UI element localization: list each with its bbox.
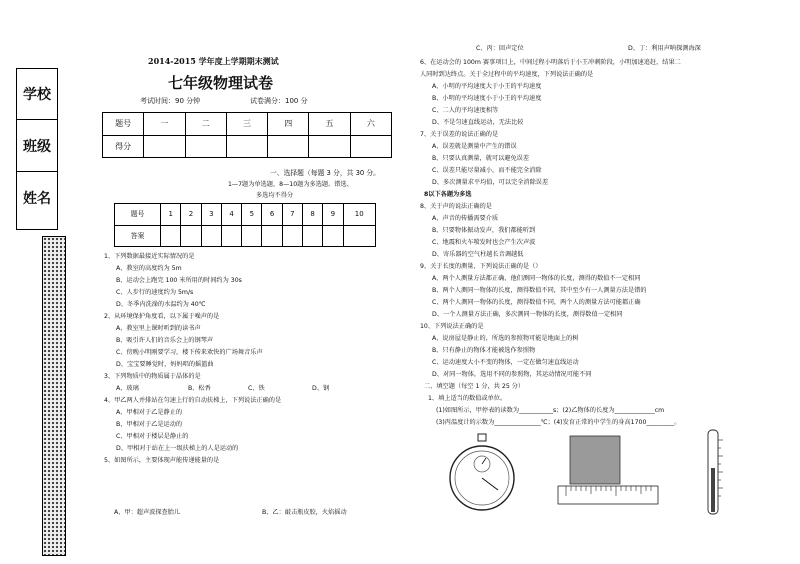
thermometer-figure (700, 428, 726, 520)
answer-cell[interactable] (221, 225, 241, 247)
q6-option: A、小明的平均速度大于小王的平均速度 (432, 83, 542, 90)
score-header: 六 (350, 113, 391, 136)
q3-option-d: D、钢 (312, 385, 330, 392)
q2-option: D、宝宝要睡觉时，妈妈唱的摇篮曲 (116, 361, 214, 368)
q3: 3、下列物质中的物质属于晶体的是 (104, 373, 201, 380)
q6-option: C、二人的平均速度相等 (432, 107, 499, 114)
answer-header: 10 (343, 204, 375, 226)
q2-option: A、教室里上课时听到的读书声 (116, 325, 201, 332)
answer-header: 7 (282, 204, 302, 226)
binding-strip (42, 236, 66, 556)
score-cell[interactable] (185, 135, 226, 158)
q4-option: D、甲相对于站在上一级扶梯上的人是运动的 (116, 445, 239, 452)
q2-option: B、吸引许人们的音乐会上的钢琴声 (116, 337, 214, 344)
multi-choice-heading: 8以下各题为多选 (424, 191, 472, 198)
school-label: 学校 (17, 69, 57, 120)
q7: 7、关于误差的说法正确的是 (420, 131, 499, 138)
full-score: 试卷满分：100 分 (250, 97, 308, 105)
answer-header: 9 (323, 204, 343, 226)
answer-header: 2 (181, 204, 201, 226)
q8: 8、关于声的说法正确的是 (420, 203, 492, 210)
answer-header: 4 (221, 204, 241, 226)
class-label: 班级 (17, 121, 57, 172)
exam-time: 考试时间：90 分钟 (140, 97, 201, 105)
answer-cell[interactable] (201, 225, 221, 247)
score-header: 一 (144, 113, 185, 136)
score-cell[interactable] (268, 135, 309, 158)
score-cell[interactable] (350, 135, 391, 158)
q7-option: D、多次测量求平均值，可以完全消除误差 (432, 179, 549, 186)
answer-header: 题号 (115, 204, 161, 226)
student-info-box (16, 68, 58, 230)
q6: 6、在运动会的 100m 赛事项目上，中间过程小明落后于小王冲刺阶段，小明加速追赶，结果二 (420, 59, 681, 66)
main-title: 七年级物理试卷 (168, 74, 274, 92)
section1-heading: 一、选择题（每题 3 分，共 30 分。 (270, 169, 380, 177)
answer-cell[interactable] (323, 225, 343, 247)
q4: 4、甲乙两人并排站在匀速上行的自动扶梯上，下列说法正确的是 (104, 397, 282, 404)
q7-option: B、只要认真测量，就可以避免误差 (432, 155, 530, 162)
q2: 2、从环境保护角度看，以下属于噪声的是 (104, 313, 220, 320)
q3-option-b: B、松香 (188, 385, 211, 392)
answer-cell[interactable] (181, 225, 201, 247)
q10-option: A、说房屋是静止的，所选的参照物可能是地面上的树 (432, 335, 579, 342)
q7-option: A、误差就是测量中产生的错误 (432, 143, 517, 150)
q9-option: C、两个人测同一物体的长度，测得数值不同，两个人的测量方法可能都正确 (432, 299, 641, 306)
score-row-label: 得分 (103, 135, 144, 158)
score-header: 五 (309, 113, 350, 136)
q2-option: C、傍晚小明刚要学习，楼下传来欢快的广场舞音乐声 (116, 349, 263, 356)
q3-option-a: A、玻璃 (116, 385, 139, 392)
score-header: 三 (226, 113, 267, 136)
q5-option-a: A、甲：超声波探查胎儿 (114, 509, 181, 516)
answer-cell[interactable] (343, 225, 375, 247)
q10-option: B、只有静止的物体才能被选作参照物 (432, 347, 536, 354)
name-label: 姓名 (23, 191, 51, 207)
score-cell[interactable] (144, 135, 185, 158)
score-table (102, 112, 392, 158)
q1-option: C、人步行的速度约为 5m/s (116, 289, 194, 296)
answer-row-label: 答案 (115, 225, 161, 247)
ruler-block-figure (556, 432, 660, 508)
q5-option-d: D、丁：利用声呐探测海深 (628, 45, 701, 52)
fill-q1-part3-4: (3)丙温度计的示数为_______________℃；(4)发育正常的中学生的身高1700_________。 (436, 419, 681, 426)
q9: 9、关于长度的测量，下列说法正确的是（） (420, 263, 542, 270)
q7-option: C、误差只能尽量减小，而不能完全消除 (432, 167, 542, 174)
q8-option: C、地震和火车喷发时也会产生次声波 (432, 239, 536, 246)
q10: 10、下列说法正确的是 (420, 323, 484, 330)
q5: 5、如图所示，主要体现声能传递能量的是 (104, 457, 220, 464)
q8-option: A、声音的传播需要介质 (432, 215, 499, 222)
q8-option: B、只要物体振动发声，我们都能听到 (432, 227, 536, 234)
q4-option: A、甲相对于乙是静止的 (116, 409, 183, 416)
q10-option: C、运动速度大小不变的物体，一定在做匀速直线运动 (432, 359, 579, 366)
q5-option-b: B、乙：敲击瓶皮胶，火焰摇动 (262, 509, 347, 516)
score-header: 四 (268, 113, 309, 136)
answer-cell[interactable] (161, 225, 181, 247)
q1-option: B、运动会上跑完 100 米所用的时间约为 30s (116, 277, 242, 284)
q4-option: B、甲相对于乙是运动的 (116, 421, 183, 428)
score-header: 二 (185, 113, 226, 136)
section1-note2: 多选均不得分 (256, 192, 294, 199)
fill-q1-part1-2: (1)如图所示，甲停表的读数为___________s；(2)乙物体的长度为_____________cm (436, 407, 665, 414)
score-cell[interactable] (309, 135, 350, 158)
q10-option: D、对同一物体，选用不同的参照物，其运动情况可能不同 (432, 371, 592, 378)
answer-table (114, 203, 376, 247)
year-title: 2014-2015 学年度上学期期末测试 (148, 56, 279, 66)
q6-option: D、不是匀速直线运动，无法比较 (432, 119, 524, 126)
answer-header: 6 (262, 204, 282, 226)
q1: 1、下列数据最接近实际情况的是 (104, 253, 195, 260)
answer-cell[interactable] (242, 225, 262, 247)
answer-cell[interactable] (282, 225, 302, 247)
answer-cell[interactable] (303, 225, 323, 247)
q9-option: A、两个人测量方法都正确，他们测同一物体的长度，测得的数值不一定相同 (432, 275, 641, 282)
q1-option: D、冬季内洗澡的水温约为 40℃ (116, 301, 206, 308)
answer-header: 3 (201, 204, 221, 226)
q5-option-c: C、丙：回声定位 (476, 45, 524, 52)
fill-q1: 1、填上适当的数值或单位。 (428, 395, 507, 402)
answer-header: 8 (303, 204, 323, 226)
stopwatch-figure (446, 432, 518, 516)
q3-option-c: C、铁 (248, 385, 265, 392)
score-header: 题号 (103, 113, 144, 136)
q8-option: D、寄乐器的空气柱越长音调越低 (432, 251, 524, 258)
q9-option: B、两个人测同一物体的长度，测得数值不同，其中至少有一人测量方法是错的 (432, 287, 647, 294)
section2-heading: 二、填空题（每空 1 分，共 25 分） (424, 383, 525, 390)
q6-option: B、小明的平均速度小于小王的平均速度 (432, 95, 542, 102)
answer-header: 5 (242, 204, 262, 226)
score-cell[interactable] (226, 135, 267, 158)
answer-header: 1 (161, 204, 181, 226)
q9-option: D、一个人测量方法正确，多次测同一物体的长度，测得数值一定相同 (432, 311, 623, 318)
section1-note1: 1—7题为单选题，8—10题为多选题。错选、 (228, 181, 353, 188)
q1-option: A、教室的高度约为 5m (116, 265, 182, 272)
q4-option: C、甲相对于楼层是静止的 (116, 433, 189, 440)
q6-cont: 人同时到达终点。关于全过程中的平均速度，下列说法正确的是 (420, 71, 594, 78)
answer-cell[interactable] (262, 225, 282, 247)
